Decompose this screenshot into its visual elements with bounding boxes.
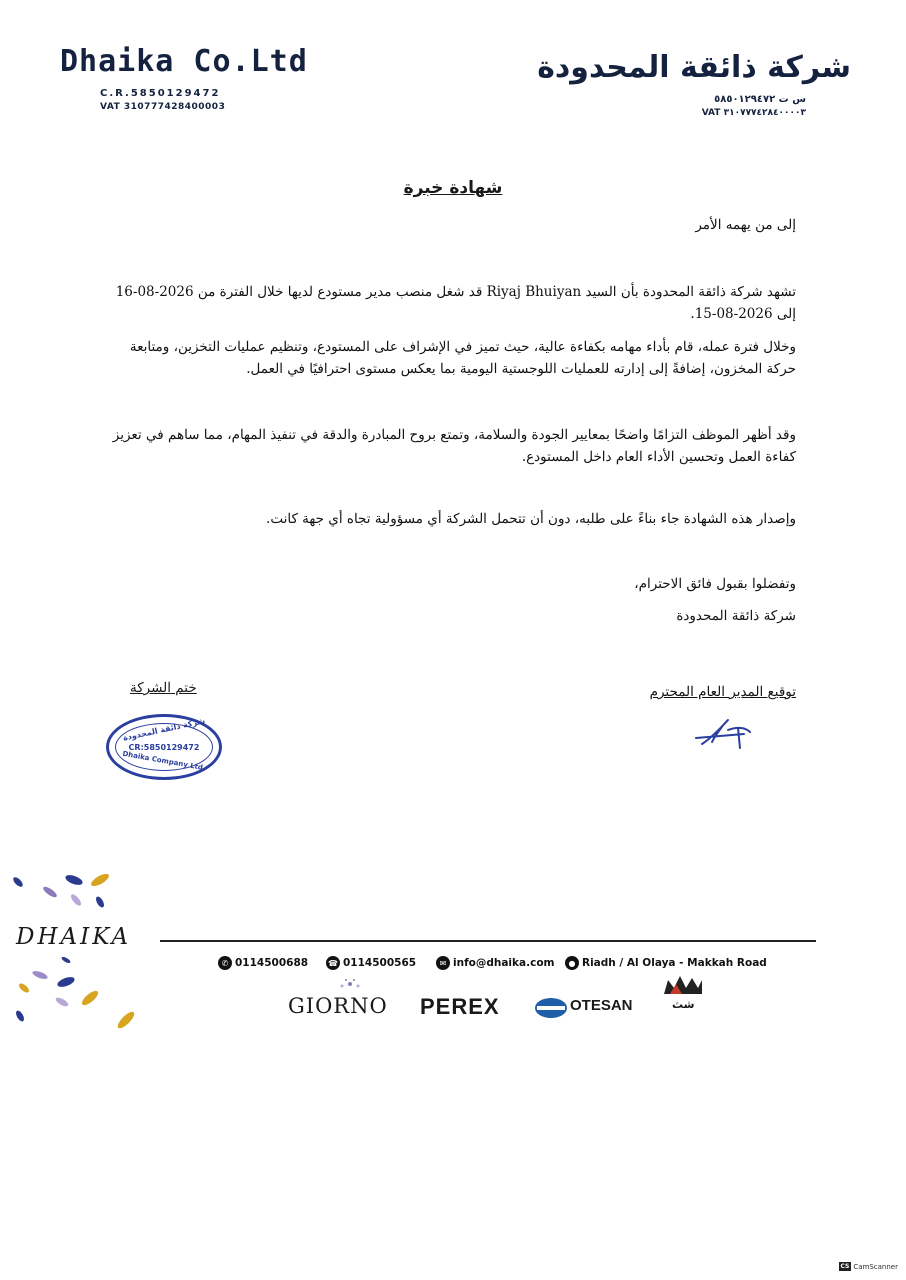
phone-icon: ☎ (326, 956, 340, 970)
footer-brand-logo: DHAIKA (16, 924, 132, 950)
location-pin-icon: ● (565, 956, 579, 970)
brand-otesan: OTESAN (570, 997, 633, 1014)
salutation: إلى من يهمه الأمر (695, 217, 796, 233)
brand-giorno: GIORNO (288, 994, 388, 1018)
stamp-english-text: Dhaika Company Ltd. (121, 749, 207, 773)
phone-2-text: 0114500565 (343, 957, 417, 969)
whatsapp-icon: ✆ (218, 956, 232, 970)
footer-leaf-decoration (10, 870, 140, 1030)
cr-number-ar: س ت ٥٨٥٠١٢٩٤٧٢ (714, 94, 806, 105)
vat-number-en: VAT 310777428400003 (100, 102, 226, 112)
paragraph-4: وإصدار هذه الشهادة جاء بناءً على طلبه، دون أن تتحمل الشركة أي مسؤولية تجاه أي جهة كانت. (266, 511, 796, 527)
paragraph-1: تشهد شركة ذائقة المحدودة بأن السيد Riyaj Bhuiyan قد شغل منصب مدير مستودع لديها خلال الفترة من 2026-08-16 إلى 2026-08-15. (115, 284, 796, 322)
otesan-logo-icon (533, 996, 569, 1020)
email-text: info@dhaika.com (453, 957, 555, 969)
vat-number-ar: VAT ٣١٠٧٧٧٤٢٨٤٠٠٠٠٣ (701, 108, 806, 118)
footer-divider (160, 940, 816, 942)
contact-email[interactable] (436, 956, 554, 970)
address-text: Riadh / Al Olaya - Makkah Road (582, 957, 767, 969)
signature-mark (694, 714, 764, 754)
contact-phone[interactable] (326, 956, 416, 970)
giorno-sparkle-icon (330, 976, 370, 992)
closing-company: شركة ذائقة المحدودة (676, 608, 796, 624)
document-title: شهادة خبرة (403, 178, 503, 198)
camscanner-watermark (839, 1262, 898, 1271)
phone-1-text: 0114500688 (235, 957, 309, 969)
brand-perex: PEREX (420, 994, 500, 1019)
paragraph-2: وخلال فترة عمله، قام بأداء مهامه بكفاءة عالية، حيث تميز في الإشراف على المستودع، وتنظيم عمليات التخزين، ومتابعة حركة المخزون، إضافةً إلى إدارته للعمليات اللوجستية اليومية بما يعكس مستوى احترافيًا في العمل. (129, 339, 796, 377)
contact-whatsapp[interactable] (218, 956, 308, 970)
stamp-arabic-text: شركة ذائقة المحدودة (122, 716, 206, 743)
shith-crown-icon (660, 972, 706, 998)
company-name-ar: شركة ذائقة المحدودة (537, 50, 851, 85)
cr-number-en: C.R.5850129472 (100, 88, 221, 99)
email-icon: ✉ (436, 956, 450, 970)
camscanner-text: CamScanner (853, 1262, 898, 1271)
closing: وتفضلوا بقبول فائق الاحترام، (634, 576, 796, 592)
paragraph-3: وقد أظهر الموظف التزامًا واضحًا بمعايير الجودة والسلامة، وتمتع بروح المبادرة والدقة في تنفيذ المهام، مما ساهم في تعزيز كفاءة العمل وتحسين الأداء العام داخل المستودع. (112, 427, 796, 465)
contact-address[interactable] (565, 956, 767, 970)
camscanner-icon: CS (840, 1263, 850, 1270)
stamp-cr-number: CR:5850129472 (128, 743, 200, 752)
signature-label: توقيع المدير العام المحترم (649, 684, 796, 700)
company-name-en: Dhaika Co.Ltd (60, 44, 308, 79)
brand-shith: شث (672, 998, 695, 1011)
stamp-label: ختم الشركة (130, 680, 197, 696)
company-stamp (106, 714, 222, 780)
